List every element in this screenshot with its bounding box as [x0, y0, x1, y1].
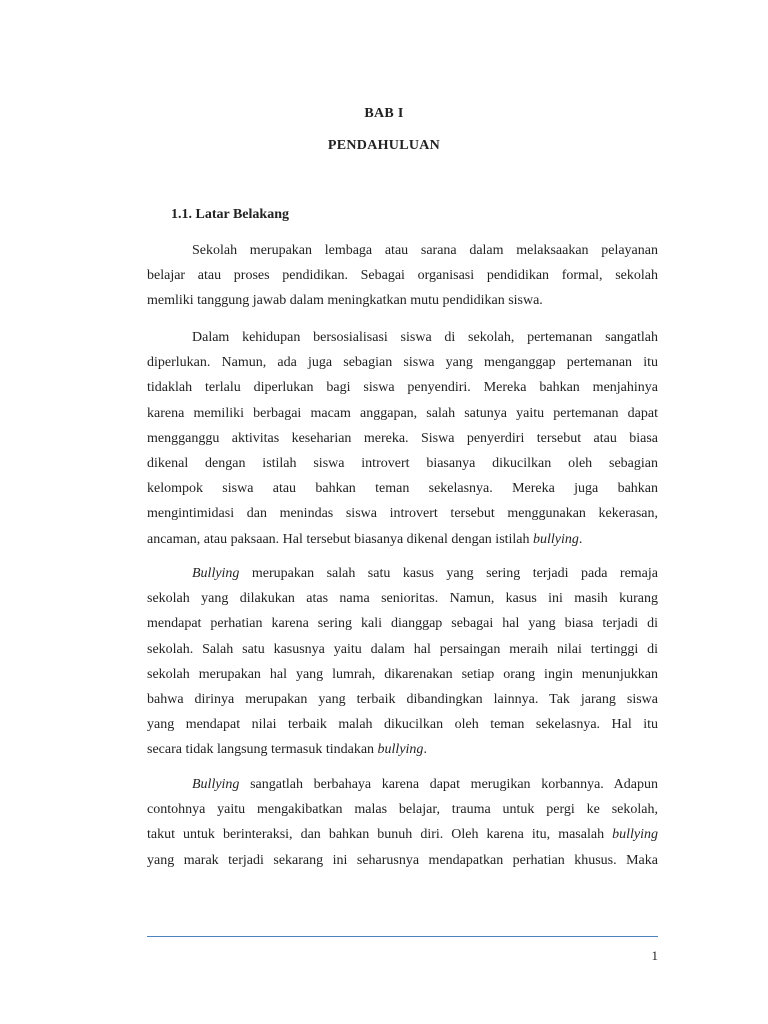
paragraph-line: sekolah yang dilakukan atas nama senioritas. Namun, kasus ini masih kurang	[147, 591, 658, 607]
paragraph-3	[147, 561, 658, 763]
line-end: .	[578, 531, 583, 547]
paragraph-line	[147, 527, 658, 552]
paragraph-line: diperlukan. Namun, ada juga sebagian siswa yang menganggap pertemanan itu	[147, 355, 658, 371]
paragraph-line: kelompok siswa atau bahkan teman sekelasnya. Mereka juga bahkan	[147, 481, 658, 497]
italic-term: bullying	[533, 531, 579, 547]
paragraph-line	[147, 737, 658, 762]
section-heading: 1.1. Latar Belakang	[171, 207, 289, 222]
paragraph-2	[147, 325, 658, 552]
line-end: .	[423, 742, 427, 758]
paragraph-line: bahwa dirinya merupakan yang terbaik dibandingkan lainnya. Tak jarang siswa	[147, 691, 658, 707]
paragraph-line: mengintimidasi dan menindas siswa introvert tersebut menggunakan kekerasan,	[147, 506, 658, 522]
line-text: ancaman, atau paksaan. Hal tersebut biasanya dikenal dengan istilah	[147, 531, 534, 547]
paragraph-line: karena memiliki berbagai macam anggapan, salah satunya yaitu pertemanan dapat	[147, 405, 658, 421]
paragraph-line: contohnya yaitu mengakibatkan malas belajar, trauma untuk pergi ke sekolah,	[147, 802, 658, 818]
paragraph-line: yang marak terjadi sekarang ini seharusnya mendapatkan perhatian khusus. Maka	[147, 852, 658, 868]
chapter-title: PENDAHULUAN	[327, 138, 441, 153]
paragraph-line: sekolah. Salah satu kasusnya yaitu dalam hal persaingan meraih nilai tertinggi di	[147, 641, 658, 657]
line-text: merupakan salah satu kasus yang sering terjadi pada remaja	[239, 566, 658, 581]
italic-term: bullying	[612, 827, 658, 843]
paragraph-line: mengganggu aktivitas keseharian mereka. Siswa penyerdiri tersebut atau biasa	[147, 430, 658, 446]
line-text: secara tidak langsung termasuk tindakan	[147, 742, 378, 758]
italic-term: bullying	[377, 742, 424, 758]
paragraph-line: sekolah merupakan hal yang lumrah, dikarenakan setiap orang ingin menunjukkan	[147, 666, 658, 682]
paragraph-1	[147, 238, 658, 314]
chapter-number: BAB I	[364, 106, 404, 121]
line-text: takut untuk berinteraksi, dan bahkan bunuh diri. Oleh karena itu, masalah	[147, 827, 613, 843]
footer-rule	[147, 936, 658, 937]
paragraph-line: Sekolah merupakan lembaga atau sarana dalam melaksaakan pelayanan	[192, 243, 658, 258]
paragraph-line	[147, 772, 658, 797]
paragraph-line	[147, 822, 658, 847]
italic-term: Bullying	[192, 777, 240, 792]
paragraph-line: dikenal dengan istilah siswa introvert biasanya dikucilkan oleh sebagian	[147, 455, 658, 471]
line-text: sangatlah berbahaya karena dapat merugikan korbannya. Adapun	[239, 777, 658, 792]
paragraph-line: Dalam kehidupan bersosialisasi siswa di sekolah, pertemanan sangatlah	[192, 330, 658, 345]
page-number: 1	[651, 948, 658, 963]
paragraph-line: belajar atau proses pendidikan. Sebagai organisasi pendidikan formal, sekolah	[147, 268, 658, 284]
paragraph-4	[147, 772, 658, 873]
paragraph-line: tidaklah terlalu diperlukan bagi siswa penyendiri. Mereka bahkan menjahinya	[147, 380, 658, 396]
italic-term: Bullying	[192, 566, 240, 581]
paragraph-line: mendapat perhatian karena sering kali dianggap sebagai hal yang biasa terjadi di	[147, 616, 658, 632]
paragraph-line: yang mendapat nilai terbaik malah dikucilkan oleh teman sekelasnya. Hal itu	[147, 717, 658, 733]
paragraph-line: memliki tanggung jawab dalam meningkatkan mutu pendidikan siswa.	[147, 293, 543, 309]
paragraph-line	[147, 561, 658, 586]
